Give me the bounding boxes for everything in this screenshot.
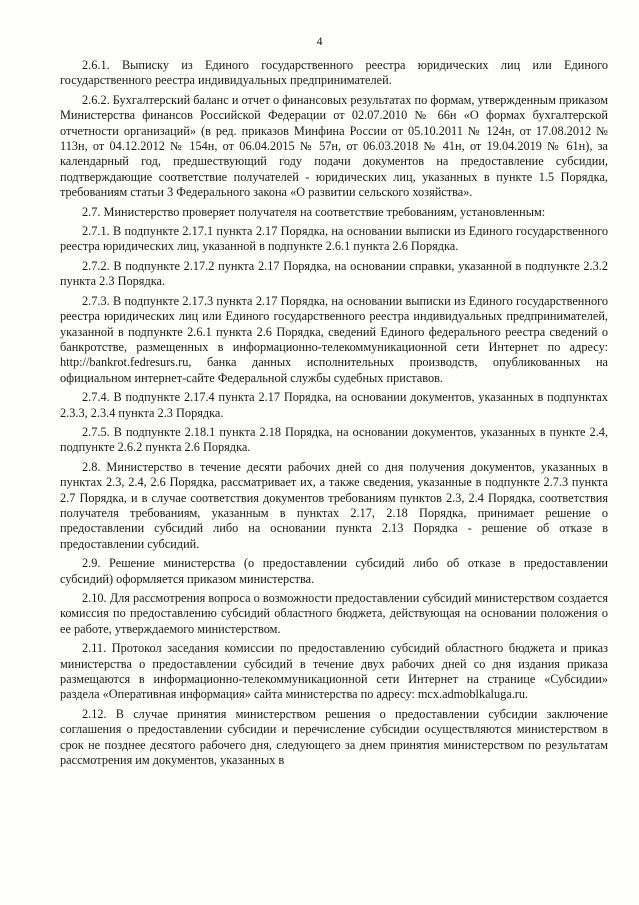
- paragraph-2-9: 2.9. Решение министерства (о предоставлении субсидий либо об отказе в предоставлении субсидий) оформляется приказом министерства.: [60, 556, 608, 586]
- paragraph-2-6-2: 2.6.2. Бухгалтерский баланс и отчет о финансовых результатах по формам, утвержденным приказом Министерства финансов Российской Федерации от 02.07.2010 № 66н «О формах бухгалтерской отчетности организаций» (в ред. приказов Минфина России от 05.10.2011 № 124н, от 17.08.2012 № 113н, от 04.12.2012 № 154н, от 06.04.2015 № 57н, от 06.03.2018 № 41н, от 19.04.2019 № 61н), за календарный год, предшествующий году подачи документов на предоставление субсидии, подтверждающие соответствие получателей - юридических лиц, указанных в пункте 1.5 Порядка, требованиям статьи 3 Федерального закона «О развитии сельского хозяйства».: [60, 92, 608, 200]
- paragraph-2-7-4: 2.7.4. В подпункте 2.17.4 пункта 2.17 Порядка, на основании документов, указанных в подпунктах 2.3.3, 2.3.4 пункта 2.3 Порядка.: [60, 390, 608, 420]
- paragraph-2-8: 2.8. Министерство в течение десяти рабочих дней со дня получения документов, указанных в пунктах 2.3, 2.4, 2.6 Порядка, рассматривает их, а также сведения, указанные в подпункте 2.7.3 пункта 2.7 Порядка, и в случае соответствия документов требованиям пунктов 2.3, 2.4 Порядка, соответствия получателя требованиям, указанным в пунктах 2.17, 2.18 Порядка, принимает решение о предоставлении субсидий либо на основании пункта 2.13 Порядка - решение об отказе в предоставлении субсидий.: [60, 459, 608, 551]
- paragraph-2-7-5: 2.7.5. В подпункте 2.18.1 пункта 2.18 Порядка, на основании документов, указанных в пункте 2.4, подпункте 2.6.2 пункта 2.6 Порядка.: [60, 424, 608, 455]
- paragraph-2-10: 2.10. Для рассмотрения вопроса о возможности предоставлении субсидий министерством создается комиссия по предоставлению субсидий областного бюджета, действующая на основании положения о ее работе, утверждаемого министерством.: [60, 591, 608, 636]
- paragraph-2-12: 2.12. В случае принятия министерством решения о предоставлении субсидии заключение соглашения о предоставлении субсидии и перечисление субсидии осуществляются министерством в срок не позднее десятого рабочего дня, следующего за днем принятия министерством по результатам рассмотрения им документов, указанных в: [60, 706, 608, 768]
- paragraph-2-7-1: 2.7.1. В подпункте 2.17.1 пункта 2.17 Порядка, на основании выписки из Единого государственного реестра юридических лиц, указанной в подпункте 2.6.1 пункта 2.6 Порядка.: [60, 224, 608, 254]
- document-body: [60, 58, 608, 772]
- paragraph-2-11: 2.11. Протокол заседания комиссии по предоставлению субсидий областного бюджета и приказ министерства о предоставлении субсидий в течение двух рабочих дней со дня издания приказа размещаются в информационно-телекоммуникационной сети Интернет на странице «Субсидии» раздела «Оперативная информация» сайта министерства по адресу: mcx.admoblkaluga.ru.: [60, 641, 608, 702]
- paragraph-2-7-2: 2.7.2. В подпункте 2.17.2 пункта 2.17 Порядка, на основании справки, указанной в подпункте 2.3.2 пункта 2.3 Порядка.: [60, 258, 608, 289]
- page-number: 4: [316, 34, 323, 48]
- paragraph-2-6-1: 2.6.1. Выписку из Единого государственного реестра юридических лиц или Единого государственного реестра индивидуальных предпринимателей.: [60, 58, 608, 88]
- paragraph-2-7-3: 2.7.3. В подпункте 2.17.3 пункта 2.17 Порядка, на основании выписки из Единого государственного реестра юридических лиц или Единого государственного реестра индивидуальных предпринимателей, указанной в подпункте 2.6.1 пункта 2.6 Порядка, сведений Единого федерального реестра сведений о банкротстве, размещенных в информационно-телекоммуникационной сети Интернет по адресу: http://bankrot.fedresurs.ru, банка данных исполнительных производств, опубликованных на официальном интернет-сайте Федеральной службы судебных приставов.: [60, 293, 608, 385]
- paragraph-2-7: 2.7. Министерство проверяет получателя на соответствие требованиям, установленным:: [82, 204, 546, 219]
